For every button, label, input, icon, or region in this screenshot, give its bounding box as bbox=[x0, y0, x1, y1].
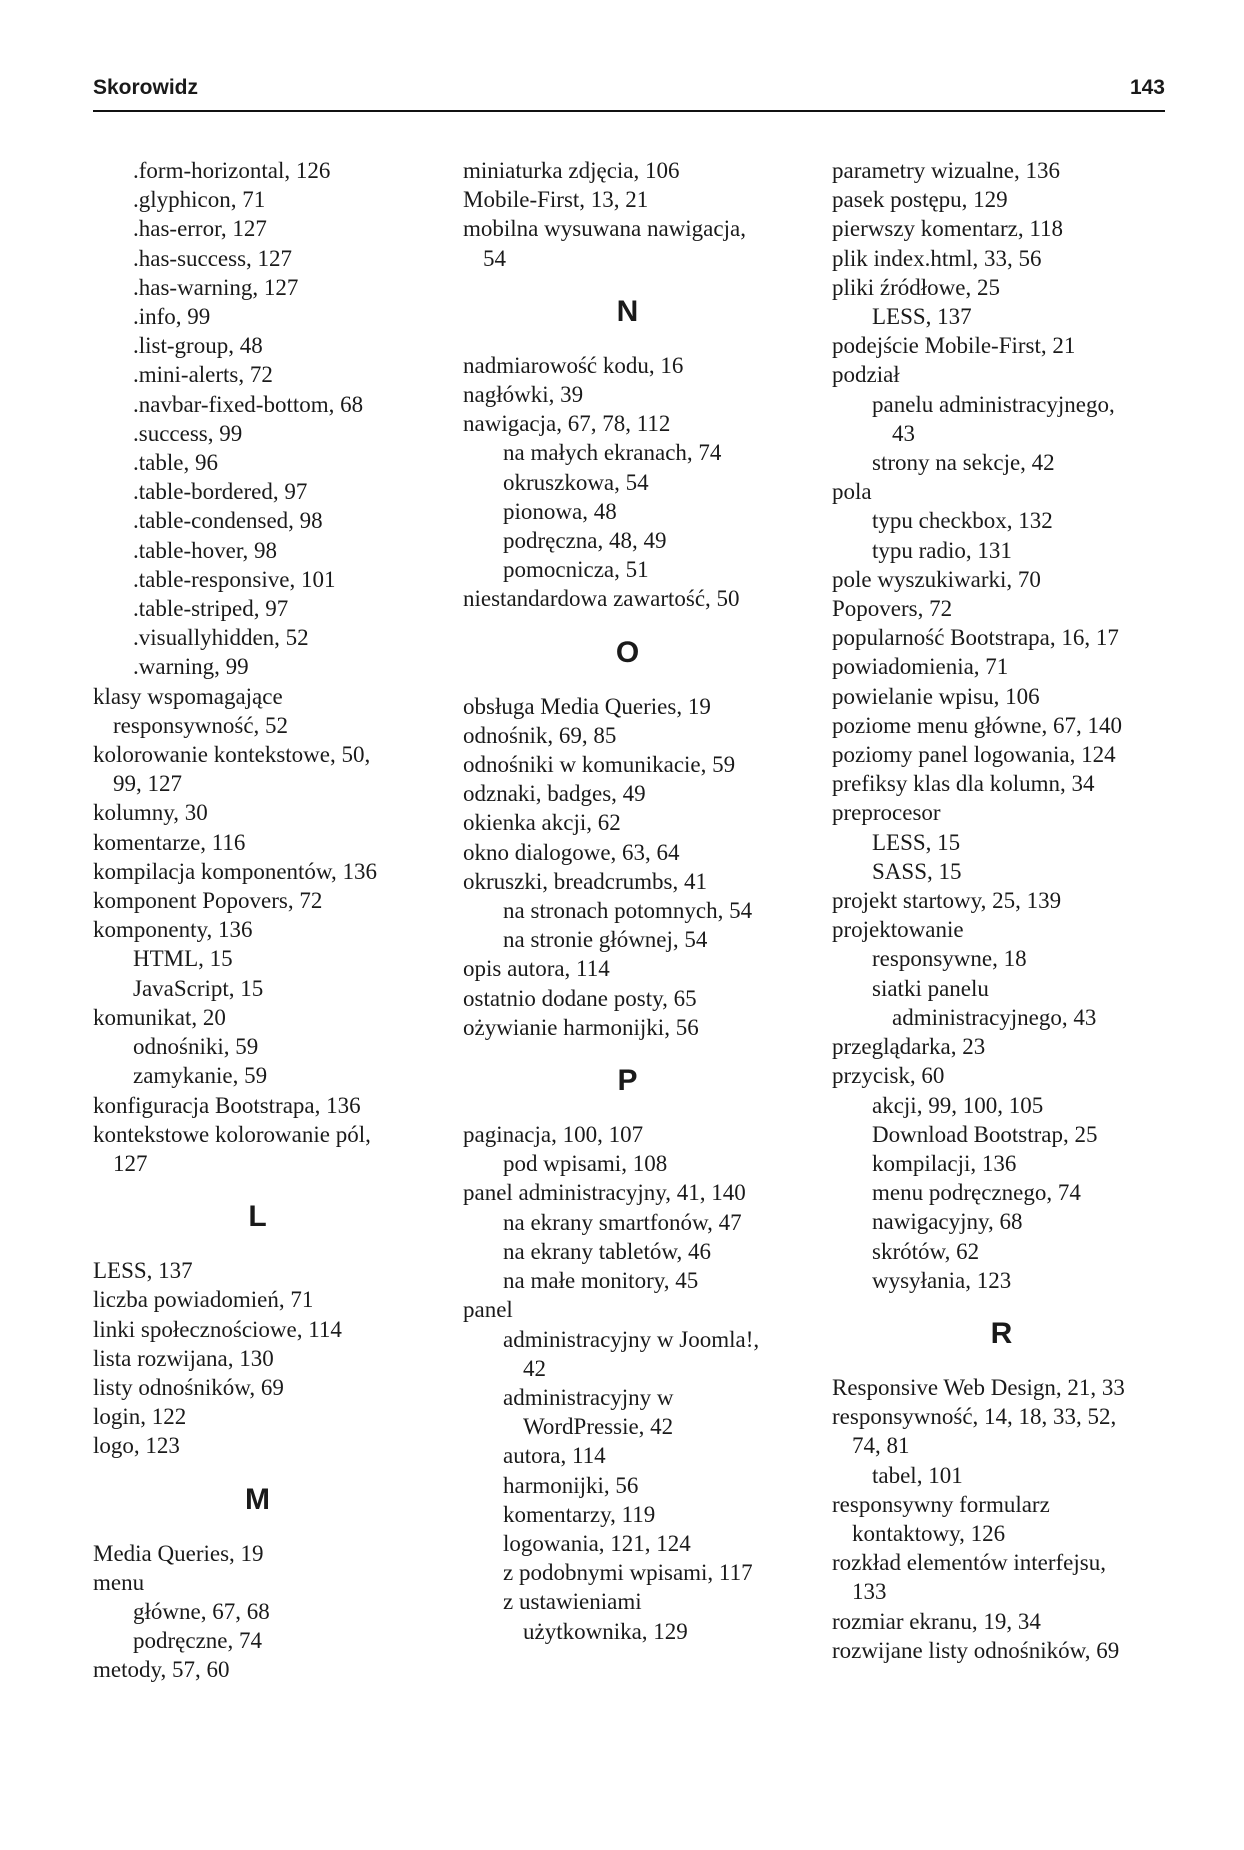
index-entry: .info, 99 bbox=[133, 304, 211, 330]
index-entry: komunikat, 20 bbox=[93, 1004, 226, 1030]
index-entry: parametry wizualne, 136 bbox=[832, 158, 1060, 183]
index-entry: .table, 96 bbox=[133, 450, 218, 476]
index-entry: siatki panelu bbox=[872, 975, 989, 1001]
index-entry: nadmiarowość kodu, 16 bbox=[463, 352, 684, 378]
index-entry: Media Queries, 19 bbox=[93, 1540, 264, 1566]
index-entry: responsywność, 52 bbox=[113, 712, 289, 738]
index-entry: listy odnośników, 69 bbox=[93, 1374, 284, 1400]
index-entry: responsywne, 18 bbox=[872, 946, 1027, 972]
index-entry: harmonijki, 56 bbox=[503, 1472, 639, 1498]
index-entry: metody, 57, 60 bbox=[93, 1657, 230, 1683]
index-entry: pomocnicza, 51 bbox=[503, 557, 649, 583]
index-entry: rozmiar ekranu, 19, 34 bbox=[832, 1608, 1041, 1634]
index-entry: projektowanie bbox=[832, 917, 964, 943]
index-entry: przycisk, 60 bbox=[832, 1063, 945, 1089]
index-section-letter: N bbox=[616, 294, 640, 328]
index-entry: rozwijane listy odnośników, 69 bbox=[832, 1637, 1120, 1663]
index-column-3 bbox=[832, 156, 1172, 1665]
index-entry: .has-warning, 127 bbox=[133, 274, 299, 300]
index-entry: panel administracyjny, 41, 140 bbox=[463, 1180, 746, 1206]
index-entry: kontaktowy, 126 bbox=[852, 1520, 1006, 1546]
index-entry: na ekrany smartfonów, 47 bbox=[503, 1209, 742, 1235]
index-section-letter: R bbox=[990, 1316, 1014, 1350]
index-entry: poziome menu główne, 67, 140 bbox=[832, 712, 1123, 738]
index-entry: pola bbox=[832, 479, 872, 505]
index-entry: LESS, 137 bbox=[93, 1258, 193, 1284]
index-section-letter: L bbox=[248, 1200, 268, 1234]
index-entry: prefiksy klas dla kolumn, 34 bbox=[832, 771, 1095, 797]
index-entry: login, 122 bbox=[93, 1404, 187, 1430]
index-entry: pod wpisami, 108 bbox=[503, 1151, 668, 1177]
index-entry: .list-group, 48 bbox=[133, 333, 263, 359]
index-entry: menu bbox=[93, 1569, 145, 1595]
index-entry: JavaScript, 15 bbox=[133, 975, 264, 1001]
index-entry: okruszki, breadcrumbs, 41 bbox=[463, 868, 707, 894]
index-entry: kolumny, 30 bbox=[93, 800, 208, 826]
index-column-1 bbox=[93, 156, 423, 1685]
index-entry: typu radio, 131 bbox=[872, 537, 1012, 563]
index-entry: .has-success, 127 bbox=[133, 245, 293, 271]
index-entry: pasek postępu, 129 bbox=[832, 187, 1008, 213]
index-entry: ostatnio dodane posty, 65 bbox=[463, 985, 697, 1011]
index-entry: powiadomienia, 71 bbox=[832, 654, 1009, 680]
index-entry: 74, 81 bbox=[852, 1433, 910, 1459]
index-entry: nawigacyjny, 68 bbox=[872, 1209, 1023, 1235]
index-entry: liczba powiadomień, 71 bbox=[93, 1287, 314, 1313]
index-entry: .table-striped, 97 bbox=[133, 596, 289, 622]
index-entry: pliki źródłowe, 25 bbox=[832, 274, 1000, 300]
index-entry: Mobile-First, 13, 21 bbox=[463, 187, 649, 213]
index-entry: plik index.html, 33, 56 bbox=[832, 245, 1042, 271]
index-entry: .glyphicon, 71 bbox=[133, 187, 266, 213]
index-entry: komponent Popovers, 72 bbox=[93, 888, 323, 914]
index-entry: logowania, 121, 124 bbox=[503, 1530, 691, 1556]
index-entry: pionowa, 48 bbox=[503, 498, 617, 524]
index-entry: paginacja, 100, 107 bbox=[463, 1122, 644, 1148]
index-entry: z ustawieniami bbox=[503, 1589, 642, 1615]
index-entry: administracyjny w bbox=[503, 1384, 674, 1410]
index-entry: administracyjny w Joomla!, bbox=[503, 1326, 760, 1352]
index-entry: na stronie głównej, 54 bbox=[503, 927, 708, 953]
index-entry: administracyjnego, 43 bbox=[892, 1004, 1097, 1030]
index-entry: kompilacja komponentów, 136 bbox=[93, 858, 378, 884]
index-entry: nawigacja, 67, 78, 112 bbox=[463, 411, 671, 437]
index-entry: .navbar-fixed-bottom, 68 bbox=[133, 391, 364, 417]
index-entry: .table-hover, 98 bbox=[133, 537, 278, 563]
index-entry: wysyłania, 123 bbox=[872, 1267, 1012, 1293]
index-entry: panelu administracyjnego, bbox=[872, 391, 1115, 417]
index-entry: zamykanie, 59 bbox=[133, 1063, 268, 1089]
index-entry: rozkład elementów interfejsu, bbox=[832, 1550, 1106, 1576]
index-entry: Download Bootstrap, 25 bbox=[872, 1121, 1098, 1147]
index-entry: popularność Bootstrapa, 16, 17 bbox=[832, 625, 1119, 651]
index-entry: poziomy panel logowania, 124 bbox=[832, 742, 1116, 768]
running-header bbox=[93, 74, 1165, 112]
index-entry: .table-bordered, 97 bbox=[133, 479, 308, 505]
index-section-letter: P bbox=[617, 1064, 639, 1098]
index-entry: linki społecznościowe, 114 bbox=[93, 1316, 342, 1342]
index-entry: na stronach potomnych, 54 bbox=[503, 898, 753, 924]
index-entry: strony na sekcje, 42 bbox=[872, 450, 1055, 476]
index-entry: opis autora, 114 bbox=[463, 956, 610, 982]
index-entry: kolorowanie kontekstowe, 50, bbox=[93, 742, 371, 768]
index-entry: mobilna wysuwana nawigacja, bbox=[463, 216, 746, 242]
index-entry: akcji, 99, 100, 105 bbox=[872, 1092, 1044, 1118]
index-entry: podręczne, 74 bbox=[133, 1628, 262, 1654]
running-header-title: Skorowidz bbox=[93, 76, 199, 99]
index-entry: WordPressie, 42 bbox=[523, 1414, 674, 1440]
index-entry: .success, 99 bbox=[133, 420, 243, 446]
index-entry: komentarzy, 119 bbox=[503, 1501, 656, 1527]
index-entry: 54 bbox=[483, 245, 506, 271]
index-entry: na ekrany tabletów, 46 bbox=[503, 1238, 711, 1264]
index-entry: 42 bbox=[523, 1355, 546, 1381]
index-entry: LESS, 137 bbox=[872, 304, 972, 330]
index-entry: projekt startowy, 25, 139 bbox=[832, 888, 1062, 914]
index-entry: responsywny formularz bbox=[832, 1491, 1050, 1517]
index-entry: LESS, 15 bbox=[872, 829, 961, 855]
index-entry: niestandardowa zawartość, 50 bbox=[463, 586, 740, 612]
index-entry: powielanie wpisu, 106 bbox=[832, 683, 1040, 709]
index-entry: Responsive Web Design, 21, 33 bbox=[832, 1374, 1125, 1400]
index-section-letter: M bbox=[245, 1482, 271, 1516]
index-entry: odnośniki, 59 bbox=[133, 1034, 259, 1060]
index-entry: podejście Mobile-First, 21 bbox=[832, 333, 1076, 359]
index-entry: menu podręcznego, 74 bbox=[872, 1180, 1081, 1206]
index-entry: komponenty, 136 bbox=[93, 917, 253, 943]
index-entry: .warning, 99 bbox=[133, 654, 249, 680]
index-entry: miniaturka zdjęcia, 106 bbox=[463, 158, 680, 183]
index-entry: pierwszy komentarz, 118 bbox=[832, 216, 1063, 242]
index-entry: odnośniki w komunikacie, 59 bbox=[463, 752, 736, 778]
index-entry: kontekstowe kolorowanie pól, bbox=[93, 1121, 371, 1147]
index-entry: 43 bbox=[892, 420, 915, 446]
index-entry: użytkownika, 129 bbox=[523, 1618, 688, 1644]
index-entry: tabel, 101 bbox=[872, 1462, 963, 1488]
index-entry: z podobnymi wpisami, 117 bbox=[503, 1560, 753, 1586]
index-entry: 127 bbox=[113, 1150, 148, 1176]
index-entry: preprocesor bbox=[832, 800, 941, 826]
index-entry: podręczna, 48, 49 bbox=[503, 528, 667, 554]
index-entry: komentarze, 116 bbox=[93, 829, 246, 855]
index-entry: 133 bbox=[852, 1579, 887, 1605]
index-entry: przeglądarka, 23 bbox=[832, 1034, 986, 1060]
index-entry: panel bbox=[463, 1297, 513, 1323]
index-entry: ożywianie harmonijki, 56 bbox=[463, 1014, 699, 1040]
index-entry: .table-responsive, 101 bbox=[133, 566, 336, 592]
index-entry: logo, 123 bbox=[93, 1433, 180, 1459]
page-number: 143 bbox=[1129, 76, 1165, 99]
index-entry: odznaki, badges, 49 bbox=[463, 781, 646, 807]
index-entry: kompilacji, 136 bbox=[872, 1150, 1017, 1176]
index-entry: pole wyszukiwarki, 70 bbox=[832, 566, 1041, 592]
index-entry: okienka akcji, 62 bbox=[463, 810, 621, 836]
index-entry: klasy wspomagające bbox=[93, 683, 283, 709]
index-entry: .mini-alerts, 72 bbox=[133, 362, 273, 388]
index-entry: 99, 127 bbox=[113, 771, 182, 797]
index-entry: lista rozwijana, 130 bbox=[93, 1345, 274, 1371]
index-entry: .visuallyhidden, 52 bbox=[133, 625, 309, 651]
index-entry: odnośnik, 69, 85 bbox=[463, 722, 617, 748]
index-column-2 bbox=[463, 156, 793, 1646]
index-entry: Popovers, 72 bbox=[832, 596, 953, 622]
index-entry: .table-condensed, 98 bbox=[133, 508, 323, 534]
index-entry: główne, 67, 68 bbox=[133, 1598, 270, 1624]
index-entry: typu checkbox, 132 bbox=[872, 508, 1053, 534]
index-entry: konfiguracja Bootstrapa, 136 bbox=[93, 1092, 361, 1118]
index-entry: okruszkowa, 54 bbox=[503, 469, 649, 495]
index-entry: na małych ekranach, 74 bbox=[503, 440, 722, 466]
index-entry: obsługa Media Queries, 19 bbox=[463, 693, 711, 719]
index-entry: skrótów, 62 bbox=[872, 1238, 980, 1264]
index-entry: okno dialogowe, 63, 64 bbox=[463, 839, 680, 865]
index-entry: nagłówki, 39 bbox=[463, 382, 584, 408]
index-section-letter: O bbox=[615, 635, 641, 669]
index-entry: .has-error, 127 bbox=[133, 216, 267, 242]
index-entry: responsywność, 14, 18, 33, 52, bbox=[832, 1404, 1117, 1430]
index-entry: HTML, 15 bbox=[133, 946, 233, 972]
index-entry: podział bbox=[832, 362, 900, 388]
index-entry: SASS, 15 bbox=[872, 858, 962, 884]
index-entry: .form-horizontal, 126 bbox=[133, 158, 331, 183]
index-entry: autora, 114 bbox=[503, 1443, 606, 1469]
index-entry: na małe monitory, 45 bbox=[503, 1268, 699, 1294]
